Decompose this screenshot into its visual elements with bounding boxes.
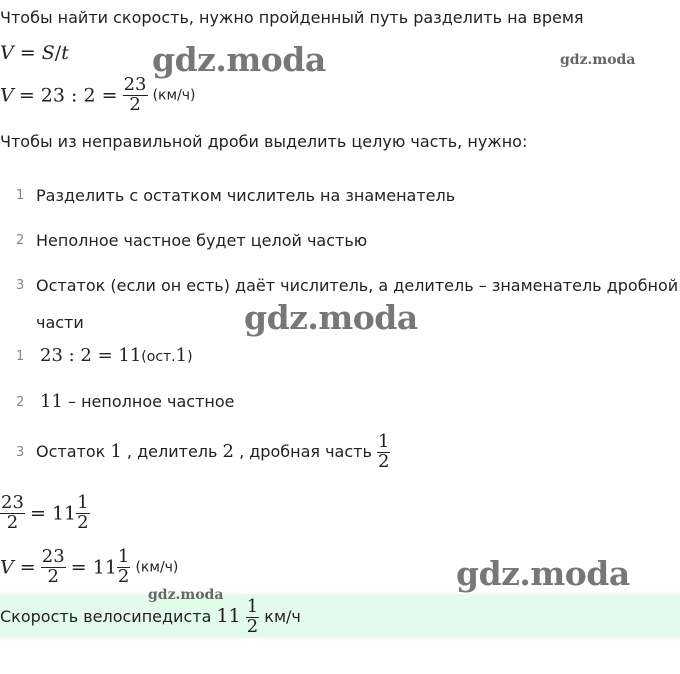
watermark-logo: gdz.moda [148, 587, 224, 603]
list-item: Остаток (если он есть) даёт числитель, а делитель – знаменатель дробной [36, 276, 679, 295]
answer-text: Скорость велосипедиста 11 $\frac{1}{2}$ км/ч [0, 596, 301, 637]
result-mixed-number: $\frac{23}{2}$ = 11 $\frac{1}{2}$ [1, 492, 89, 533]
watermark-logo: gdz.moda [560, 52, 636, 68]
list-item: Остаток 1 , делитель 2 , дробная часть $\frac{1}{2}$ [36, 431, 390, 472]
list-item: 23 : 2 = 11(ост.1) [40, 345, 193, 366]
watermark-logo: gdz.moda [456, 554, 630, 593]
fraction-1-2: $\frac{1}{2}$ [377, 431, 390, 472]
list-number: 2 [16, 233, 25, 248]
intro-text: Чтобы найти скорость, нужно пройденный путь разделить на время [0, 8, 584, 27]
list-item: Неполное частное будет целой частью [36, 231, 368, 250]
list-number: 2 [16, 395, 25, 410]
list-number: 3 [16, 445, 25, 460]
list-number: 3 [16, 278, 25, 293]
result-speed-formula: V = $\frac{23}{2}$ = 11 $\frac{1}{2}$ (км/ч) [0, 546, 179, 587]
rule-intro-text: Чтобы из неправильной дроби выделить целую часть, нужно: [0, 132, 528, 151]
list-item: 11 – неполное частное [40, 391, 235, 412]
list-item-continuation: части [36, 313, 84, 332]
list-number: 1 [16, 349, 25, 364]
fraction-23-2: $\frac{23}{2}$ [123, 76, 147, 115]
formula-division: V = 23 : 2 = $\frac{23}{2}$ (км/ч) [0, 76, 196, 115]
list-item: Разделить с остатком числитель на знаменатель [36, 186, 456, 205]
formula-speed: V = S/t [0, 42, 69, 64]
watermark-logo: gdz.moda [244, 298, 418, 337]
watermark-logo: gdz.moda [152, 40, 326, 79]
list-number: 1 [16, 188, 25, 203]
